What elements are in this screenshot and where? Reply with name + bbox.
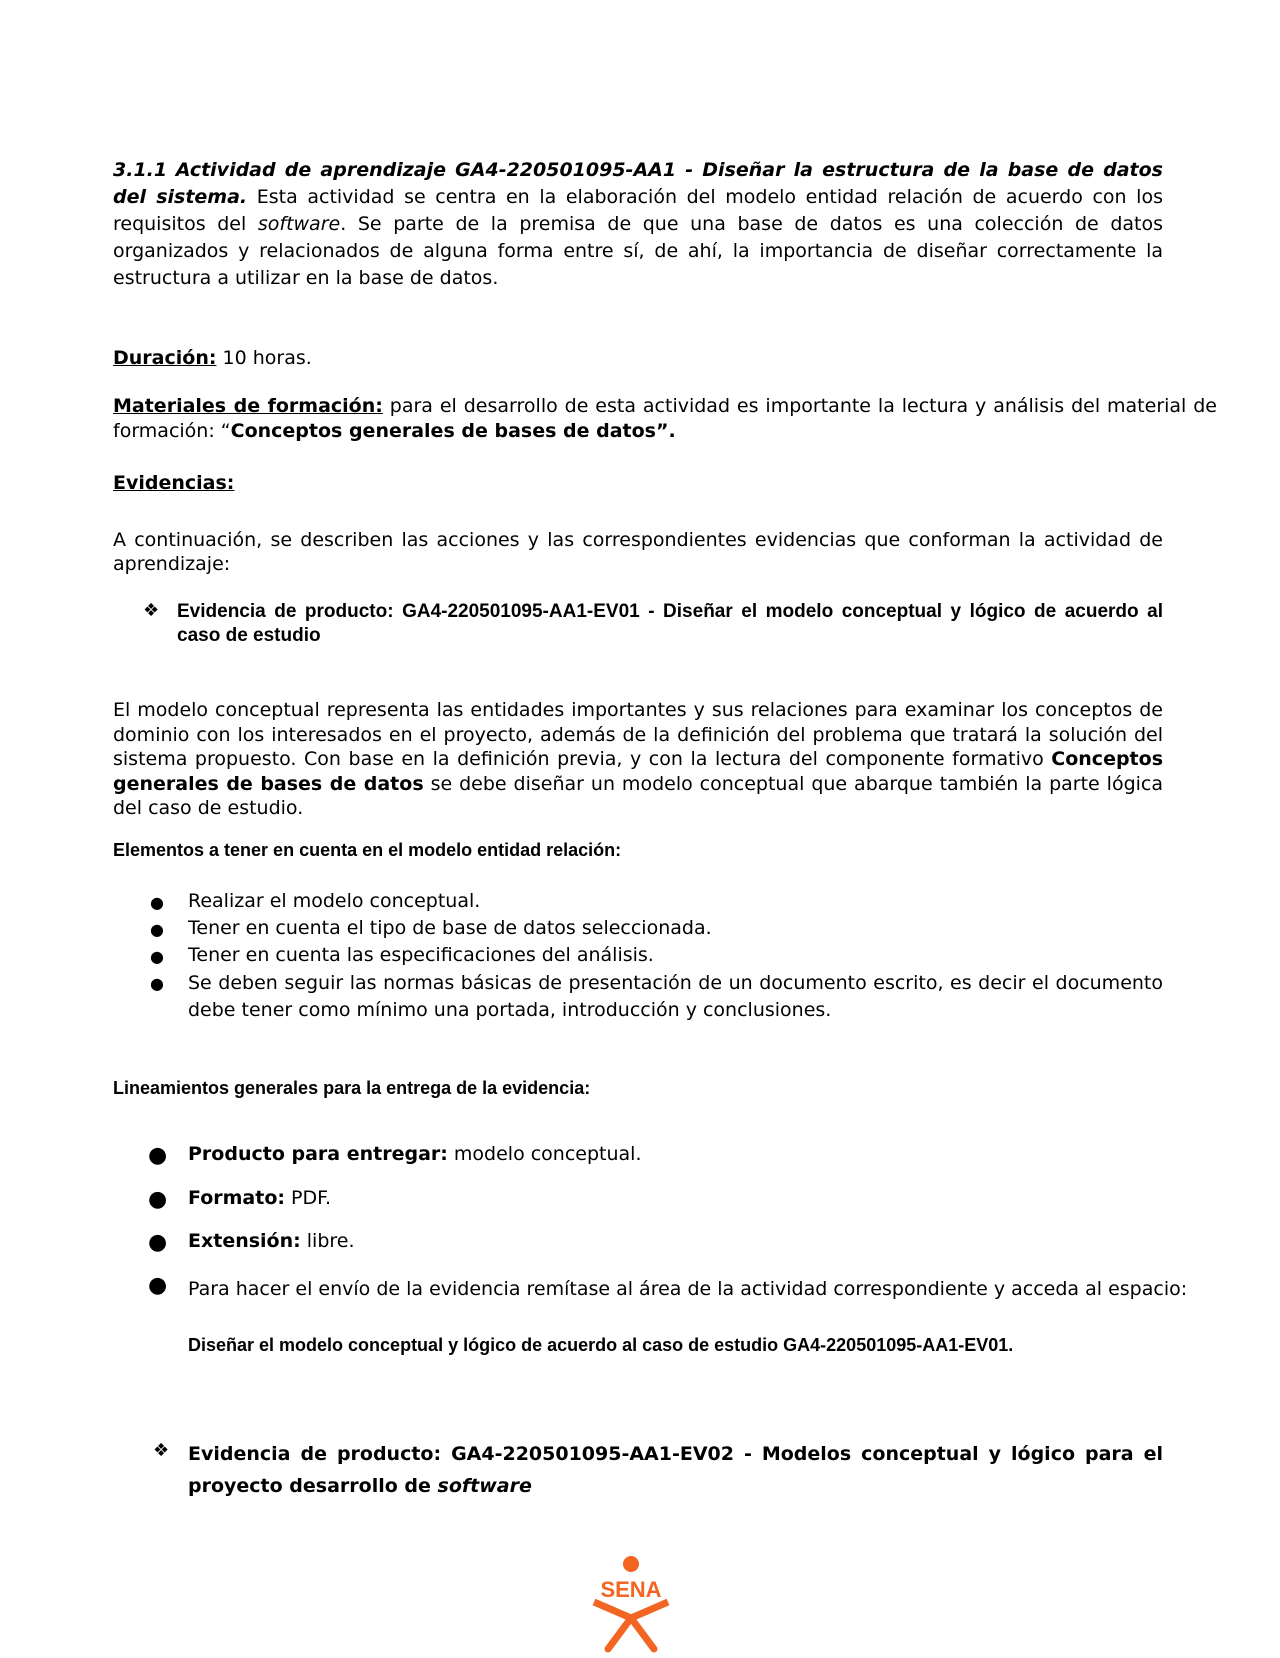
sena-logo xyxy=(586,1554,676,1654)
model-text-1: El modelo conceptual representa las entidades importantes y sus relaciones para examinar los conceptos de dominio con los interesados en el proyecto, además de la definición del problema que tratará la solución del sistema propuesto. Con base en la definición previa, y con la lectura del componente formativo xyxy=(113,699,1163,770)
materials-bold-title: Conceptos generales de bases de datos”. xyxy=(230,420,676,442)
elements-bullet-icon: ● xyxy=(150,920,164,939)
elements-item-4: Se deben seguir las normas básicas de presentación de un documento escrito, es decir el documento debe tener como mínimo una portada, introducción y conclusiones. xyxy=(188,972,1163,1021)
elements-bullet-icon: ● xyxy=(150,974,164,993)
elements-item-2: Tener en cuenta el tipo de base de datos seleccionada. xyxy=(188,917,712,939)
evidence2-bullet-icon: ❖ xyxy=(153,1440,170,1461)
guidelines-bullet-icon: ● xyxy=(148,1187,168,1212)
evidences-intro: A continuación, se describen las acciones y las correspondientes evidencias que conforman la actividad de aprendizaje: xyxy=(113,529,1163,575)
guideline-send-space: Diseñar el modelo conceptual y lógico de acuerdo al caso de estudio GA4-220501095-AA1-EV01. xyxy=(188,1335,1014,1355)
guideline-product-value: modelo conceptual. xyxy=(453,1143,642,1165)
elements-bullet-icon: ● xyxy=(150,893,164,912)
duration-label: Duración: xyxy=(113,347,217,369)
model-text-2: se debe diseñar un modelo conceptual que abarque también la parte lógica del caso de estudio. xyxy=(113,772,1164,819)
guideline-extension-label: Extensión: xyxy=(188,1230,301,1252)
evidences-label xyxy=(113,472,234,494)
guideline-format-label: Formato: xyxy=(188,1187,285,1209)
elements-heading: Elementos a tener en cuenta en el modelo entidad relación: xyxy=(113,840,622,860)
evidence1-bullet-icon: ❖ xyxy=(143,600,160,621)
sena-logo-graphic xyxy=(586,1554,676,1654)
intro-heading-title: Actividad de aprendizaje GA4-220501095-AA1 - Diseñar la estructura de la base de datos del sistema. xyxy=(113,159,1163,208)
guideline-extension-value: libre. xyxy=(306,1230,355,1252)
elements-item-1: Realizar el modelo conceptual. xyxy=(188,890,481,912)
duration-value: 10 horas. xyxy=(222,347,312,369)
materials-text: para el desarrollo de esta actividad es importante la lectura y análisis del material de formación: “ xyxy=(113,395,1217,442)
evidences-label-text: Evidencias: xyxy=(113,472,235,494)
model-paragraph xyxy=(113,698,1163,821)
guideline-product xyxy=(188,1143,642,1165)
guideline-send-text: Para hacer el envío de la evidencia remítase al área de la actividad correspondiente y acceda al espacio: xyxy=(188,1278,1188,1300)
guidelines-heading: Lineamientos generales para la entrega de la evidencia: xyxy=(113,1078,591,1098)
evidence2-title-text: Evidencia de producto: GA4-220501095-AA1-EV02 - Modelos conceptual y lógico para el proyecto desarrollo de xyxy=(188,1443,1163,1497)
materials-label: Materiales de formación: xyxy=(113,395,383,417)
guideline-format xyxy=(188,1187,331,1209)
guideline-product-label: Producto para entregar: xyxy=(188,1143,448,1165)
elements-item-3: Tener en cuenta las especificaciones del análisis. xyxy=(188,944,654,966)
guideline-format-value: PDF. xyxy=(291,1187,332,1209)
sena-logo-text: SENA xyxy=(600,1577,662,1602)
model-bold: Conceptos generales de bases de datos xyxy=(113,748,1163,795)
intro-text-2: . Se parte de la premisa de que una base de datos es una colección de datos organizados y relacionados de alguna forma entre sí, de ahí, la importancia de diseñar correctamente la estructura a utilizar en la base de datos. xyxy=(113,213,1163,289)
guidelines-bullet-icon: ● xyxy=(148,1143,168,1168)
evidence2-title xyxy=(188,1438,1163,1502)
intro-software-word: software xyxy=(257,213,341,235)
duration-line xyxy=(113,347,312,369)
materials-paragraph xyxy=(113,394,1217,444)
intro-heading-number: 3.1.1 xyxy=(113,159,168,181)
elements-bullet-icon: ● xyxy=(150,947,164,966)
guidelines-bullet-icon: ● xyxy=(148,1230,168,1255)
evidence2-software-word: software xyxy=(437,1475,532,1497)
guidelines-bullet-icon: ● xyxy=(148,1273,168,1298)
evidence1-title: Evidencia de producto: GA4-220501095-AA1-EV01 - Diseñar el modelo conceptual y lógico de acuerdo al caso de estudio xyxy=(177,601,1163,646)
intro-paragraph xyxy=(113,157,1163,292)
guideline-extension xyxy=(188,1230,355,1252)
intro-text-1: Esta actividad se centra en la elaboración del modelo entidad relación de acuerdo con los requisitos del xyxy=(113,186,1163,235)
